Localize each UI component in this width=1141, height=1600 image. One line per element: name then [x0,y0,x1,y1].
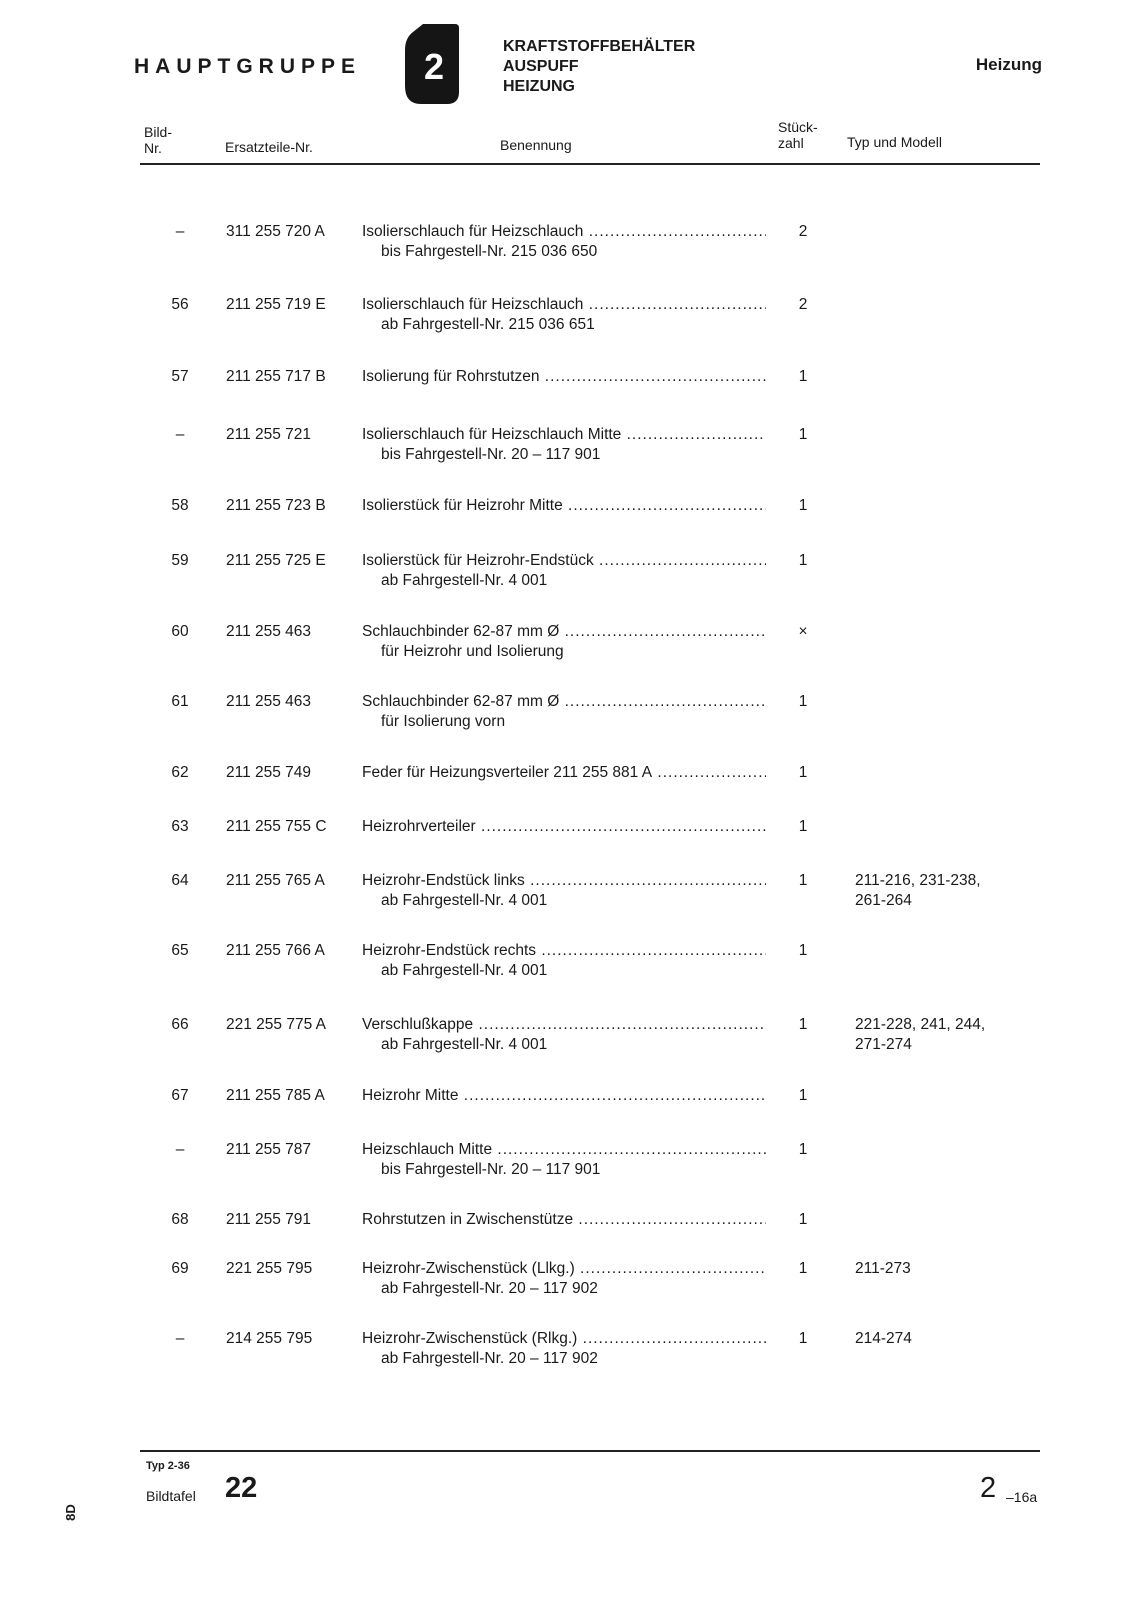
part-description: Isolierung für Rohrstutzen ..... [362,367,766,387]
column-header-type-model: Typ und Modell [847,134,942,150]
page-number: 2 [980,1472,997,1504]
part-number: 211 255 791 [226,1211,312,1228]
title-line: HEIZUNG [503,78,575,95]
part-number: 211 255 765 A [226,872,325,889]
title-line: AUSPUFF [503,58,579,75]
part-description: Heizrohr Mitte ..... [362,1086,766,1106]
table-row [0,763,1141,813]
part-note: ab Fahrgestell-Nr. 4 001 [381,1036,548,1053]
part-number: 211 255 721 [226,426,312,443]
title-line: KRAFTSTOFFBEHÄLTER [503,38,696,55]
bild-nr: – [175,1141,185,1158]
bild-nr: 58 [171,497,189,514]
footer-bildtafel-number: 22 [225,1472,258,1504]
table-row [0,1086,1141,1136]
bild-nr: 69 [171,1260,189,1277]
column-header-line: Stück- [778,119,818,135]
table-row [0,871,1141,921]
quantity: 1 [798,497,808,514]
type-model: 221-228, 241, 244, [855,1016,986,1033]
table-row [0,1329,1141,1379]
part-note: ab Fahrgestell-Nr. 20 – 117 902 [381,1280,598,1297]
part-description: Heizrohrverteiler ..... [362,817,766,837]
table-row [0,622,1141,672]
quantity: 1 [798,1016,808,1033]
part-description: Heizschlauch Mitte ..... [362,1140,766,1160]
quantity: 1 [798,942,808,959]
page-number-suffix: –16a [1006,1489,1038,1505]
part-number: 211 255 463 [226,693,312,710]
column-header-line: Bild- [144,124,173,140]
quantity: 2 [798,223,808,240]
part-number: 311 255 720 A [226,223,325,240]
quantity: × [798,623,808,640]
part-number: 211 255 787 [226,1141,312,1158]
quantity: 1 [798,872,808,889]
column-header-quantity [778,119,818,151]
table-row [0,692,1141,742]
type-model-continued: 261-264 [855,892,912,909]
quantity: 1 [798,764,808,781]
quantity: 1 [798,426,808,443]
table-row [0,1140,1141,1190]
part-description: Feder für Heizungsverteiler 211 255 881 A ..... [362,763,766,783]
part-description: Schlauchbinder 62-87 mm Ø ..... [362,692,766,712]
column-header-line: zahl [778,135,804,151]
table-row [0,222,1141,272]
bild-nr: – [175,426,185,443]
part-note: für Heizrohr und Isolierung [381,643,564,660]
part-description: Isolierschlauch für Heizschlauch ..... [362,222,766,242]
quantity: 1 [798,1141,808,1158]
bild-nr: 66 [171,1016,189,1033]
section-title: Heizung [975,55,1042,74]
part-description: Rohrstutzen in Zwischenstütze ..... [362,1210,766,1230]
quantity: 1 [798,818,808,835]
table-row [0,941,1141,991]
header-divider [140,163,1040,165]
table-row [0,1210,1141,1260]
part-note: ab Fahrgestell-Nr. 215 036 651 [381,316,595,333]
part-number: 211 255 785 A [226,1087,325,1104]
group-number-badge [403,22,459,106]
type-model: 214-274 [855,1330,912,1347]
part-number: 214 255 795 [226,1330,313,1347]
type-model: 211-273 [855,1260,911,1277]
column-header-part-number: Ersatzteile-Nr. [225,139,313,155]
part-description: Isolierstück für Heizrohr Mitte ..... [362,496,766,516]
group-label: HAUPTGRUPPE [134,55,362,78]
part-note: ab Fahrgestell-Nr. 4 001 [381,572,548,589]
bild-nr: – [175,1330,185,1347]
part-number: 211 255 755 C [226,818,327,835]
bild-nr: 62 [171,764,189,781]
column-header-line: Nr. [144,140,162,156]
quantity: 1 [798,368,808,385]
table-row [0,1259,1141,1309]
bild-nr: 63 [171,818,189,835]
bild-nr: – [175,223,185,240]
column-header-bild-nr [144,124,172,156]
type-model: 211-216, 231-238, [855,872,981,889]
part-description: Isolierschlauch für Heizschlauch ..... [362,295,766,315]
part-number: 211 255 725 E [226,552,326,569]
part-number: 211 255 723 B [226,497,326,514]
part-number: 211 255 463 [226,623,312,640]
part-note: ab Fahrgestell-Nr. 20 – 117 902 [381,1350,598,1367]
part-note: bis Fahrgestell-Nr. 20 – 117 901 [381,1161,601,1178]
footer-type: Typ 2-36 [146,1460,190,1472]
table-row [0,1015,1141,1065]
footer-divider [140,1450,1040,1452]
column-header-description: Benennung [500,137,572,153]
part-description: Schlauchbinder 62-87 mm Ø ..... [362,622,766,642]
part-description: Heizrohr-Zwischenstück (Llkg.) ..... [362,1259,766,1279]
type-model-continued: 271-274 [855,1036,912,1053]
part-note: ab Fahrgestell-Nr. 4 001 [381,892,548,909]
part-description: Heizrohr-Endstück links ..... [362,871,766,891]
group-number: 2 [423,46,445,87]
bild-nr: 68 [171,1211,189,1228]
part-number: 211 255 717 B [226,368,326,385]
quantity: 1 [798,693,808,710]
table-row [0,551,1141,601]
table-row [0,496,1141,546]
quantity: 1 [798,1087,808,1104]
table-row [0,817,1141,867]
footer-bildtafel-label: Bildtafel [146,1488,196,1504]
quantity: 1 [798,1330,808,1347]
table-row [0,425,1141,475]
part-description: Verschlußkappe ..... [362,1015,766,1035]
bild-nr: 65 [171,942,189,959]
part-description: Isolierschlauch für Heizschlauch Mitte ..... [362,425,766,445]
part-number: 211 255 719 E [226,296,326,313]
bild-nr: 56 [171,296,189,313]
bild-nr: 57 [171,368,189,385]
part-note: bis Fahrgestell-Nr. 215 036 650 [381,243,598,260]
part-number: 211 255 749 [226,764,312,781]
part-description: Isolierstück für Heizrohr-Endstück ..... [362,551,766,571]
bild-nr: 59 [171,552,189,569]
group-titles [503,37,695,97]
part-description: Heizrohr-Zwischenstück (Rlkg.) ..... [362,1329,766,1349]
bild-nr: 61 [171,693,189,710]
part-note: bis Fahrgestell-Nr. 20 – 117 901 [381,446,601,463]
table-row [0,295,1141,345]
quantity: 2 [798,296,808,313]
part-number: 211 255 766 A [226,942,325,959]
bild-nr: 64 [171,872,189,889]
part-number: 221 255 795 [226,1260,313,1277]
quantity: 1 [798,1211,808,1228]
part-number: 221 255 775 A [226,1016,326,1033]
bild-nr: 67 [171,1087,189,1104]
table-row [0,367,1141,417]
part-description: Heizrohr-Endstück rechts ..... [362,941,766,961]
bild-nr: 60 [171,623,189,640]
part-note: ab Fahrgestell-Nr. 4 001 [381,962,548,979]
margin-code: 8D [62,1504,78,1521]
part-note: für Isolierung vorn [381,713,506,730]
quantity: 1 [798,552,808,569]
quantity: 1 [798,1260,808,1277]
